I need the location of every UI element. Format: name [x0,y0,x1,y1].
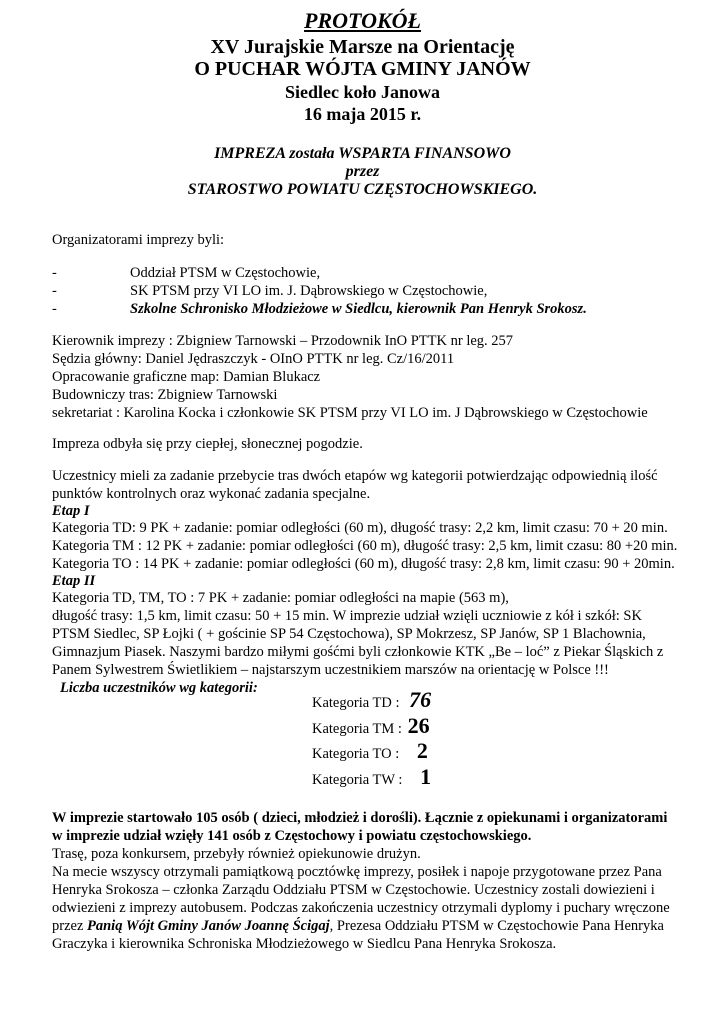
summary-line: Na mecie wszyscy otrzymali pamiątkową pocztówkę imprezy, posiłek i napoje przygotowane przez Pana [52,864,662,880]
etap-1-line: Kategoria TO : 14 PK + zadanie: pomiar odległości (60 m), długość trasy: 2,8 km, limit czasu: 90 + 20min. [52,556,675,572]
list-dash: - [52,301,57,317]
staff-line: Kierownik imprezy : Zbigniew Tarnowski – Przodownik InO PTTK nr leg. 257 [52,333,514,349]
category-label: Kategoria TO : [312,746,400,762]
mayor-name: Panią Wójt Gminy Janów Joannę Ścigaj [87,918,330,934]
summary-suffix: , Prezesa Oddziału PTSM w Częstochowie Pana Henryka [329,918,664,934]
weather-note: Impreza odbyła się przy ciepłej, słonecznej pogodzie. [52,436,363,452]
category-count-row [312,764,432,790]
staff-line: Budowniczy tras: Zbigniew Tarnowski [52,387,278,403]
counts-heading: Liczba uczestników wg kategorii: [60,680,258,696]
category-count: 76 [409,687,432,712]
summary-bold-line: w imprezie udział wzięły 141 osób z Częstochowy i powiatu częstochowskiego. [52,828,532,844]
sponsor-line-1: IMPREZA została WSPARTA FINANSOWO [214,145,511,162]
etap-1-heading: Etap I [52,503,90,519]
staff-line: sekretariat : Karolina Kocka i członkowie SK PTSM przy VI LO im. J Dąbrowskiego w Częstochowie [52,405,648,421]
category-count: 2 [416,738,428,763]
staff-line: Sędzia główny: Daniel Jędraszczyk - OInO PTTK nr leg. Cz/16/2011 [52,351,455,367]
etap-1-line: Kategoria TD: 9 PK + zadanie: pomiar odległości (60 m), długość trasy: 2,2 km, limit czasu: 70 + 20 min. [52,520,668,536]
task-line: punktów kontrolnych oraz wykonać zadania specjalne. [52,486,371,502]
category-count-row [312,713,430,739]
etap-2-line: PTSM Siedlec, SP Łojki ( + gościnie SP 54 Częstochowa), SP Mokrzesz, SP Janów, SP 1 Blachownia, [52,626,646,642]
summary-bold-line: W imprezie startowało 105 osób ( dzieci, młodzież i dorośli). Łącznie z opiekunami i organizatorami [52,810,668,826]
event-date: 16 maja 2015 r. [303,104,422,124]
list-dash: - [52,283,57,299]
protocol-title: PROTOKÓŁ [304,8,421,33]
etap-2-line: Kategoria TD, TM, TO : 7 PK + zadanie: pomiar odległości na mapie (563 m), [52,590,509,606]
etap-2-heading: Etap II [52,573,96,589]
sponsor-line-2: przez [345,163,380,180]
event-cup: O PUCHAR WÓJTA GMINY JANÓW [194,58,531,80]
etap-2-line: długość trasy: 1,5 km, limit czasu: 50 + 15 min. W imprezie udział wzięli uczniowie z kół i szkół: SK [52,608,642,624]
category-label: Kategoria TW : [312,772,403,788]
category-count-row [312,738,428,764]
organizer-item: Szkolne Schronisko Młodzieżowe w Siedlcu, kierownik Pan Henryk Srokosz. [130,301,587,317]
category-count-row [312,687,432,713]
category-label: Kategoria TD : [312,695,400,711]
etap-2-line: Gimnazjum Piasek. Naszymi bardzo miłymi gośćmi byli członkowie KTK „Be – loć” z Piekar Śląskich z [52,644,664,660]
etap-1-line: Kategoria TM : 12 PK + zadanie: pomiar odległości (60 m), długość trasy: 2,5 km, limit czasu: 80 +20 min. [52,538,678,554]
summary-line: Graczyka i kierownika Schroniska Młodzieżowego w Siedlcu Pana Henryka Srokosza. [52,936,557,952]
list-dash: - [52,265,57,281]
organizer-item: SK PTSM przy VI LO im. J. Dąbrowskiego w Częstochowie, [130,283,488,299]
task-line: Uczestnicy mieli za zadanie przebycie tras dwóch etapów wg kategorii potwierdzając odpowiednią ilość [52,468,658,484]
organizer-item: Oddział PTSM w Częstochowie, [130,265,321,281]
organizers-intro: Organizatorami imprezy byli: [52,232,225,248]
event-location: Siedlec koło Janowa [284,82,440,102]
summary-line: Trasę, poza konkursem, przebyły również opiekunowie drużyn. [52,846,421,862]
etap-2-line: Panem Sylwestrem Świetlikiem – najstarszym uczestnikiem marszów na orientację w Polsce !!! [52,662,609,678]
event-name: XV Jurajskie Marsze na Orientację [210,36,515,58]
summary-line: odwiezieni z imprezy autobusem. Podczas zakończenia uczestnicy otrzymali dyplomy i puchary wręczone [52,900,670,916]
summary-prefix: przez [52,918,88,934]
category-count: 26 [407,713,430,738]
sponsor-line-3: STAROSTWO POWIATU CZĘSTOCHOWSKIEGO. [187,181,538,198]
staff-line: Opracowanie graficzne map: Damian Blukacz [52,369,321,385]
category-count: 1 [420,764,432,789]
summary-line [52,917,702,936]
category-label: Kategoria TM : [312,721,402,737]
summary-line: Henryka Srokosza – członka Zarządu Oddziału PTSM w Częstochowie. Uczestnicy zostali dowiezieni i [52,882,655,898]
